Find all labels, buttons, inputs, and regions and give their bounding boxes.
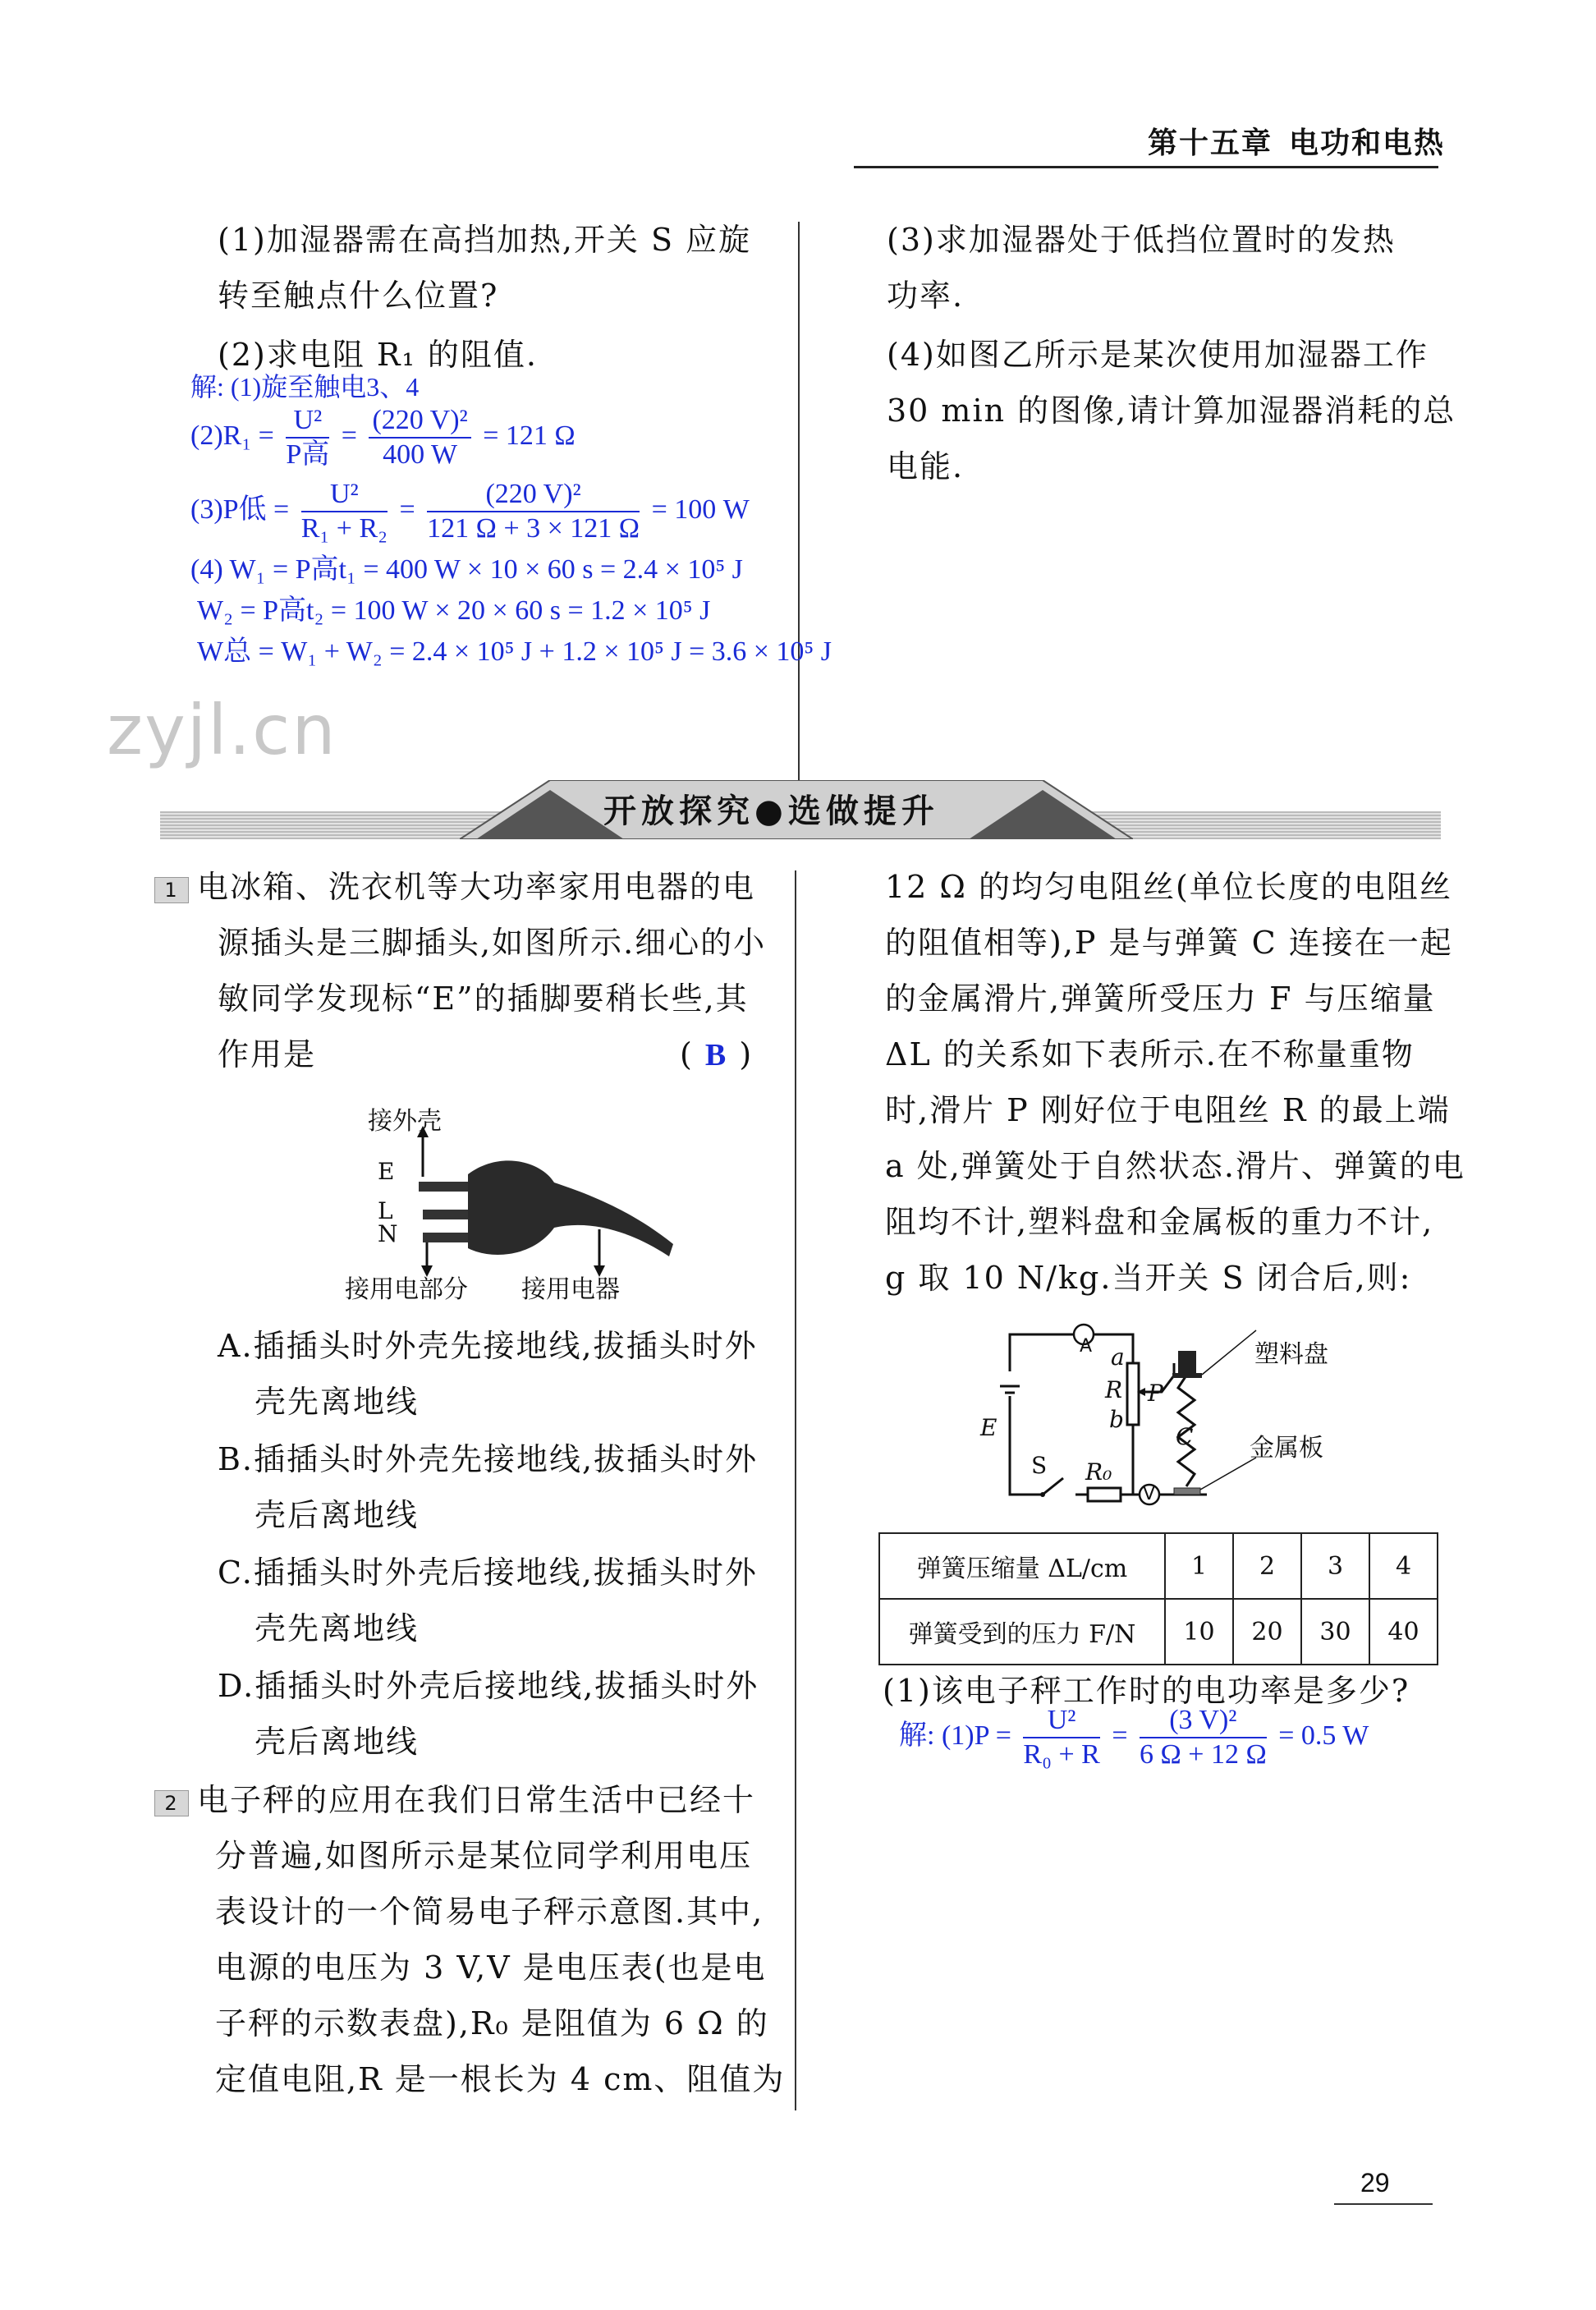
table-cell: 40: [1369, 1599, 1438, 1665]
frac-denominator: R₁ + R₂: [300, 513, 388, 544]
table-cell: 1: [1165, 1533, 1233, 1599]
formula-w1: (4) W₁ = P高t₁ = 400 W × 10 × 60 s = 2.4 × 10⁵ J: [190, 554, 743, 585]
table-row-label: 弹簧压缩量 ΔL/cm: [879, 1533, 1165, 1599]
problem-2-answer: 解: (1)P = $\frac{\text{U²}}{\text{R₀ + R}}$ = $\frac{\text{(3 V)²}}{6 \Omega + 12 \Omega}$ = 0.5 W: [899, 1705, 1369, 1770]
circuit-label-C: C: [1176, 1423, 1194, 1450]
bracket-close: ): [739, 1036, 754, 1072]
option-b-line1: B.插插头时外壳先接地线,拔插头时外: [218, 1441, 759, 1477]
problem-2-text: 电子秤的应用在我们日常生活中已经十: [197, 1782, 756, 1818]
problem-2-right-line7: 阻均不计,塑料盘和金属板的重力不计,: [885, 1204, 1434, 1240]
frac-numerator: U²: [286, 404, 329, 439]
problem-2-line1: [154, 1772, 755, 1828]
circuit-label-S: S: [1031, 1452, 1048, 1479]
problem-2-right-line6: a 处,弹簧处于自然状态.滑片、弹簧的电: [885, 1148, 1465, 1184]
table-row: [879, 1533, 1438, 1599]
option-a-line2: 壳先离地线: [255, 1384, 420, 1420]
header-rule: [854, 166, 1438, 168]
option-a-line1: A.插插头时外壳先接地线,拔插头时外: [218, 1328, 758, 1364]
option-b-line2: 壳后离地线: [255, 1497, 420, 1533]
circuit-voltmeter: V: [1143, 1484, 1156, 1504]
formula-r1-frac2: [369, 404, 470, 471]
plug-label-E: E: [378, 1158, 395, 1185]
problem-2-line4: 电源的电压为 3 V,V 是电压表(也是电: [215, 1949, 767, 1986]
circuit-label-E: E: [980, 1414, 998, 1441]
formula-plow-frac1: [301, 478, 388, 545]
table-cell: 3: [1301, 1533, 1369, 1599]
table-cell: 2: [1233, 1533, 1301, 1599]
problem-1-text: 电冰箱、洗衣机等大功率家用电器的电: [197, 869, 756, 905]
problem-2-line2: 分普遍,如图所示是某位同学利用电压: [215, 1838, 753, 1874]
formula-w2: W₂ = P高t₂ = 100 W × 20 × 60 s = 1.2 × 10⁵ J: [197, 595, 711, 626]
table-cell: 4: [1369, 1533, 1438, 1599]
problem-number: 1: [154, 877, 189, 903]
column-divider-bottom: [795, 870, 796, 2110]
frac-numerator: U²: [1023, 1704, 1099, 1738]
problem-2-right-line5: 时,滑片 P 刚好位于电阻丝 R 的最上端: [885, 1092, 1451, 1128]
formula-plow: (3)P低 = $\frac{\text{U²}}{\text{R₁ + R₂}}$ = $\frac{\text{(220 V)²}}{121 \Omega + 3 \times 121 \Omega}$ = 100 W: [190, 479, 750, 544]
problem-2-line5: 子秤的示数表盘),R₀ 是阻值为 6 Ω 的: [215, 2005, 769, 2041]
circuit-label-P: P: [1148, 1380, 1163, 1407]
formula-r1-frac1: [286, 404, 329, 471]
problem-2-question-1: (1)该电子秤工作时的电功率是多少?: [883, 1673, 1410, 1709]
plug-label-left: 接用电部分: [345, 1275, 468, 1304]
question-3-line2: 功率.: [887, 278, 965, 314]
formula-r1-lhs: (2)R₁ =: [190, 420, 274, 451]
option-d-line2: 壳后离地线: [255, 1724, 420, 1760]
banner-title: 开放探究●选做提升: [603, 792, 939, 830]
frac-numerator: U²: [301, 478, 388, 512]
question-1-line2: 转至触点什么位置?: [218, 278, 499, 314]
column-divider-top: [798, 222, 800, 797]
plug-label-L: L: [378, 1197, 393, 1224]
problem-2-line3: 表设计的一个简易电子秤示意图.其中,: [215, 1894, 764, 1930]
frac-numerator: (220 V)²: [427, 478, 640, 512]
option-c-line2: 壳先离地线: [255, 1610, 420, 1646]
answer-lhs: 解: (1)P =: [899, 1720, 1011, 1751]
question-3-line1: (3)求加湿器处于低挡位置时的发热: [887, 222, 1396, 258]
frac-denominator: 121 Ω + 3 × 121 Ω: [427, 513, 640, 544]
spring-table: [878, 1532, 1438, 1665]
plug-label-N: N: [378, 1220, 398, 1247]
answer-frac2: [1140, 1704, 1267, 1771]
frac-numerator: (220 V)²: [369, 404, 470, 439]
question-1-line1: (1)加湿器需在高挡加热,开关 S 应旋: [218, 222, 752, 258]
plug-label-right: 接用电器: [521, 1275, 620, 1304]
bracket-open: (: [680, 1036, 694, 1072]
plug-label-top: 接外壳: [368, 1107, 442, 1136]
problem-2-right-line1: 12 Ω 的均匀电阻丝(单位长度的电阻丝: [885, 869, 1452, 905]
chapter-title: 电功和电热: [1289, 126, 1446, 160]
question-2: (2)求电阻 R₁ 的阻值.: [218, 337, 538, 373]
table-cell: 10: [1165, 1599, 1233, 1665]
frac-denominator: R₀ + R: [1023, 1739, 1100, 1770]
frac-denominator: 6 Ω + 12 Ω: [1140, 1739, 1267, 1770]
option-d-line1: D.插插头时外壳后接地线,拔插头时外: [218, 1668, 759, 1704]
question-4-line2: 30 min 的图像,请计算加湿器消耗的总: [887, 393, 1456, 429]
problem-2-right-line8: g 取 10 N/kg.当开关 S 闭合后,则:: [885, 1260, 1412, 1296]
circuit-label-a: a: [1111, 1343, 1125, 1371]
formula-plow-result: = 100 W: [651, 494, 750, 525]
frac-denominator: 400 W: [383, 439, 458, 470]
question-4-line1: (4)如图乙所示是某次使用加湿器工作: [887, 337, 1429, 373]
formula-plow-lhs: (3)P低 =: [190, 494, 290, 525]
problem-1-line4: 作用是: [218, 1036, 317, 1072]
table-cell: 20: [1233, 1599, 1301, 1665]
table-cell: 30: [1301, 1599, 1369, 1665]
problem-2-right-line3: 的金属滑片,弹簧所受压力 F 与压缩量: [885, 980, 1436, 1017]
question-4-line3: 电能.: [887, 448, 965, 485]
circuit-label-plate: 塑料盘: [1254, 1340, 1328, 1369]
option-c-line1: C.插插头时外壳后接地线,拔插头时外: [218, 1555, 758, 1591]
formula-plow-frac2: [427, 478, 640, 545]
circuit-label-R0: R₀: [1085, 1458, 1112, 1486]
table-row-label: 弹簧受到的压力 F/N: [879, 1599, 1165, 1665]
problem-2-line6: 定值电阻,R 是一根长为 4 cm、阻值为: [215, 2061, 786, 2097]
frac-denominator: P高: [286, 439, 330, 470]
page-number-rule: [1334, 2203, 1433, 2205]
answer-result: = 0.5 W: [1278, 1720, 1369, 1751]
problem-number: 2: [154, 1790, 189, 1816]
watermark: zyjl.cn: [107, 690, 337, 770]
answer-bracket: [680, 1026, 753, 1083]
circuit-ammeter: A: [1080, 1336, 1093, 1357]
problem-2-right-line4: ΔL 的关系如下表所示.在不称量重物: [885, 1036, 1415, 1072]
problem-1-line1: [154, 859, 755, 915]
problem-1-line3: 敏同学发现标“E”的插脚要稍长些,其: [218, 980, 749, 1017]
problem-1-line2: 源插头是三脚插头,如图所示.细心的小: [218, 925, 767, 961]
chapter-label: 第十五章: [1148, 126, 1273, 160]
problem-2-right-line2: 的阻值相等),P 是与弹簧 C 连接在一起: [885, 925, 1453, 961]
answer-frac1: [1023, 1704, 1099, 1771]
circuit-label-R: R: [1105, 1376, 1123, 1403]
answer-choice: B: [704, 1038, 728, 1072]
formula-r1-result: = 121 Ω: [483, 420, 576, 451]
page-number: 29: [1360, 2168, 1390, 2197]
answer-intro: 解: (1)旋至触电3、4: [190, 372, 420, 402]
formula-wtotal: W总 = W₁ + W₂ = 2.4 × 10⁵ J + 1.2 × 10⁵ J = 3.6 × 10⁵ J: [197, 636, 832, 667]
frac-numerator: (3 V)²: [1140, 1704, 1267, 1738]
table-row: [879, 1599, 1438, 1665]
formula-r1: (2)R₁ = $\frac{\text{U²}}{\text{P高}}$ = $\frac{\text{(220 V)²}}{400 W}$ = 121 Ω: [190, 405, 576, 470]
circuit-label-metal: 金属板: [1250, 1434, 1323, 1463]
circuit-label-b: b: [1109, 1406, 1124, 1433]
